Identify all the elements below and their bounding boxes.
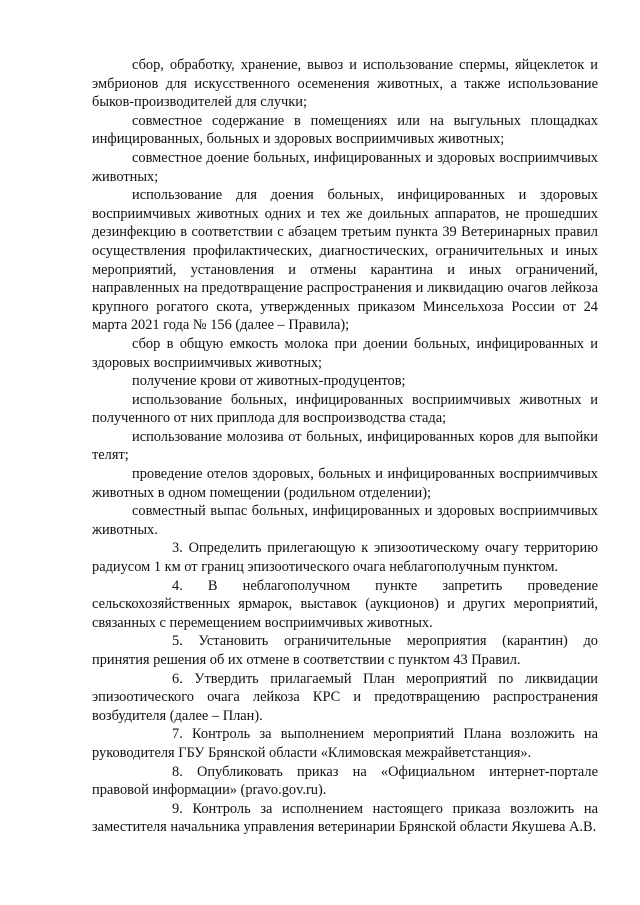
prohibition-item-sperm: сбор, обработку, хранение, вывоз и использование спермы, яйцеклеток и эмбрионов для искусственного осеменения животных, а также использование быков-производителей для случки; [92,57,598,111]
numbered-item-8 [92,763,598,800]
numbered-item-4 [92,577,598,633]
prohibition-item-calving: проведение отелов здоровых, больных и инфицированных восприимчивых животных в одном помещении (родильном отделении); [92,466,598,501]
item-text: Контроль за исполнением настоящего приказа возложить на заместителя начальника управления ветеринарии Брянской области Якушева А.В. [92,800,598,836]
item-number: 3. [172,540,183,557]
prohibition-item-milking-machines: использование для доения больных, инфицированных и здоровых восприимчивых животных одних и тех же доильных аппаратов, не прошедших дезинфекцию в соответствии с абзацем третьим пункта 39 Ветеринарных правил осуществления профилактических, диагностических, ограничительных и иных мероприятий, установления и отмены карантина и иных ограничений, направленных на предотвращение распространения и ликвидацию очагов лейкоза крупного рогатого скота, утвержденных приказом Минсельхоза России от 24 марта 2021 года № 156 (далее – Правила); [92,187,598,334]
document-page [92,56,598,837]
prohibition-item-milk-collection: сбор в общую емкость молока при доении больных, инфицированных и здоровых восприимчивых животных; [92,335,598,371]
numbered-item-5 [92,632,598,669]
numbered-item-9 [92,800,598,837]
prohibition-item-housing: совместное содержание в помещениях или на выгульных площадках инфицированных, больных и здоровых восприимчивых животных; [92,112,598,148]
item-text: Контроль за выполнением мероприятий Плана возложить на руководителя ГБУ Брянской области «Климовская межрайветстанция». [92,726,598,761]
numbered-item-7 [92,725,598,762]
numbered-item-3 [92,539,598,576]
item-number: 7. [172,726,183,743]
item-text: Опубликовать приказ на «Официальном интернет-портале правовой информации» (pravo.gov.ru). [92,763,598,799]
prohibition-item-grazing: совместный выпас больных, инфицированных и здоровых восприимчивых животных. [92,503,598,538]
prohibition-item-colostrum: использование молозива от больных, инфицированных коров для выпойки телят; [92,428,598,464]
item-number: 9. [172,800,183,817]
item-number: 6. [172,670,183,687]
item-number: 8. [172,763,183,780]
item-text: Определить прилегающую к эпизоотическому очагу территорию радиусом 1 км от границ эпизоотического очага неблагополучным пунктом. [92,540,598,576]
item-text: Установить ограничительные мероприятия (карантин) до принятия решения об их отмене в соответствии с пунктом 43 Правил. [92,633,598,668]
numbered-item-6 [92,670,598,726]
prohibition-item-reproduction: использование больных, инфицированных восприимчивых животных и полученного от них приплода для воспроизводства стада; [92,391,598,427]
item-number: 5. [172,633,183,650]
item-text: В неблагополучном пункте запретить проведение сельскохозяйственных ярмарок, выставок (аукционов) и других мероприятий, связанных с перемещением восприимчивых животных. [92,577,598,631]
prohibition-item-blood: получение крови от животных-продуцентов; [132,373,406,390]
item-number: 4. [172,577,183,594]
item-text: Утвердить прилагаемый План мероприятий по ликвидации эпизоотического очага лейкоза КРС и предотвращению распространения возбудителя (далее – План). [92,670,598,724]
prohibition-item-milking: совместное доение больных, инфицированных и здоровых восприимчивых животных; [92,149,598,185]
